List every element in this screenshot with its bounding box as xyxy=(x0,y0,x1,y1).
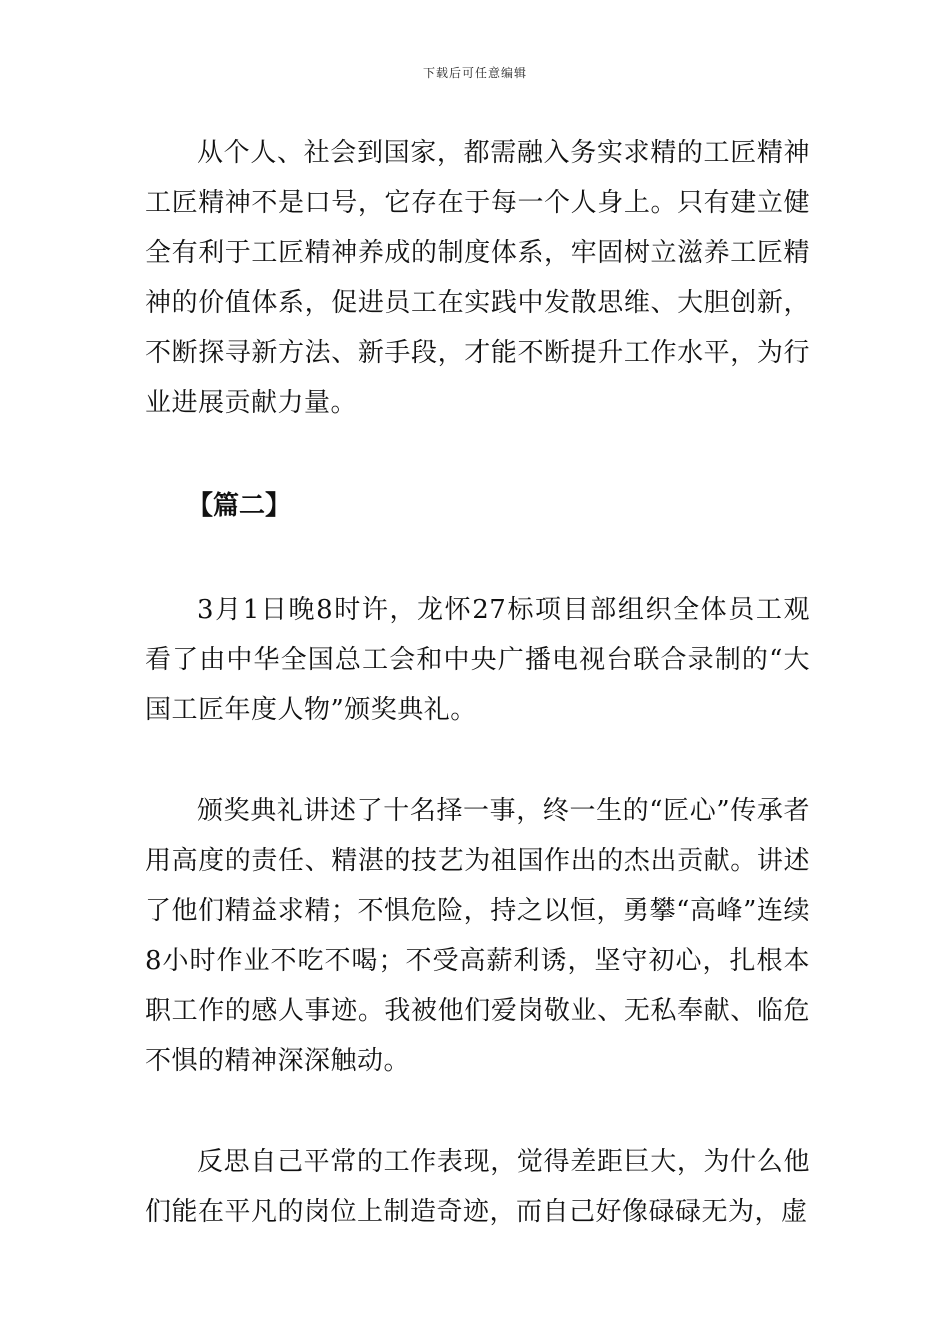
paragraph-ceremony-content: 颁奖典礼讲述了十名择一事，终一生的“匠心”传承者用高度的责任、精湛的技艺为祖国作出的杰出贡献。讲述了他们精益求精；不惧危险，持之以恒，勇攀“高峰”连续8小时作业不吃不喝；不受高薪利诱，坚守初心，扎根本职工作的感人事迹。我被他们爱岗敬业、无私奉献、临危不惧的精神深深触动。 xyxy=(145,796,810,1076)
section-title: 【篇二】 xyxy=(187,491,292,521)
paragraph-reflection: 反思自己平常的工作表现，觉得差距巨大，为什么他们能在平凡的岗位上制造奇迹，而自己好像碌碌无为，虚 xyxy=(145,1147,810,1227)
paragraph-ceremony-viewing: 3月1日晚8时许，龙怀27标项目部组织全体员工观看了由中华全国总工会和中央广播电视台联合录制的“大国工匠年度人物”颁奖典礼。 xyxy=(145,595,810,725)
paragraph-spacer xyxy=(145,735,810,786)
paragraph-spacer xyxy=(145,531,810,585)
paragraph-craftsman-spirit: 从个人、社会到国家，都需融入务实求精的工匠精神工匠精神不是口号，它存在于每一个人身上。只有建立健全有利于工匠精神养成的制度体系，牢固树立滋养工匠精神的价值体系，促进员工在实践中发散思维、大胆创新，不断探寻新方法、新手段，才能不断提升工作水平，为行业进展贡献力量。 xyxy=(145,138,810,418)
document-body xyxy=(145,128,810,1237)
page-header: 下载后可任意编辑 xyxy=(422,66,527,80)
paragraph-spacer xyxy=(145,1086,810,1137)
paragraph-spacer xyxy=(145,428,810,481)
